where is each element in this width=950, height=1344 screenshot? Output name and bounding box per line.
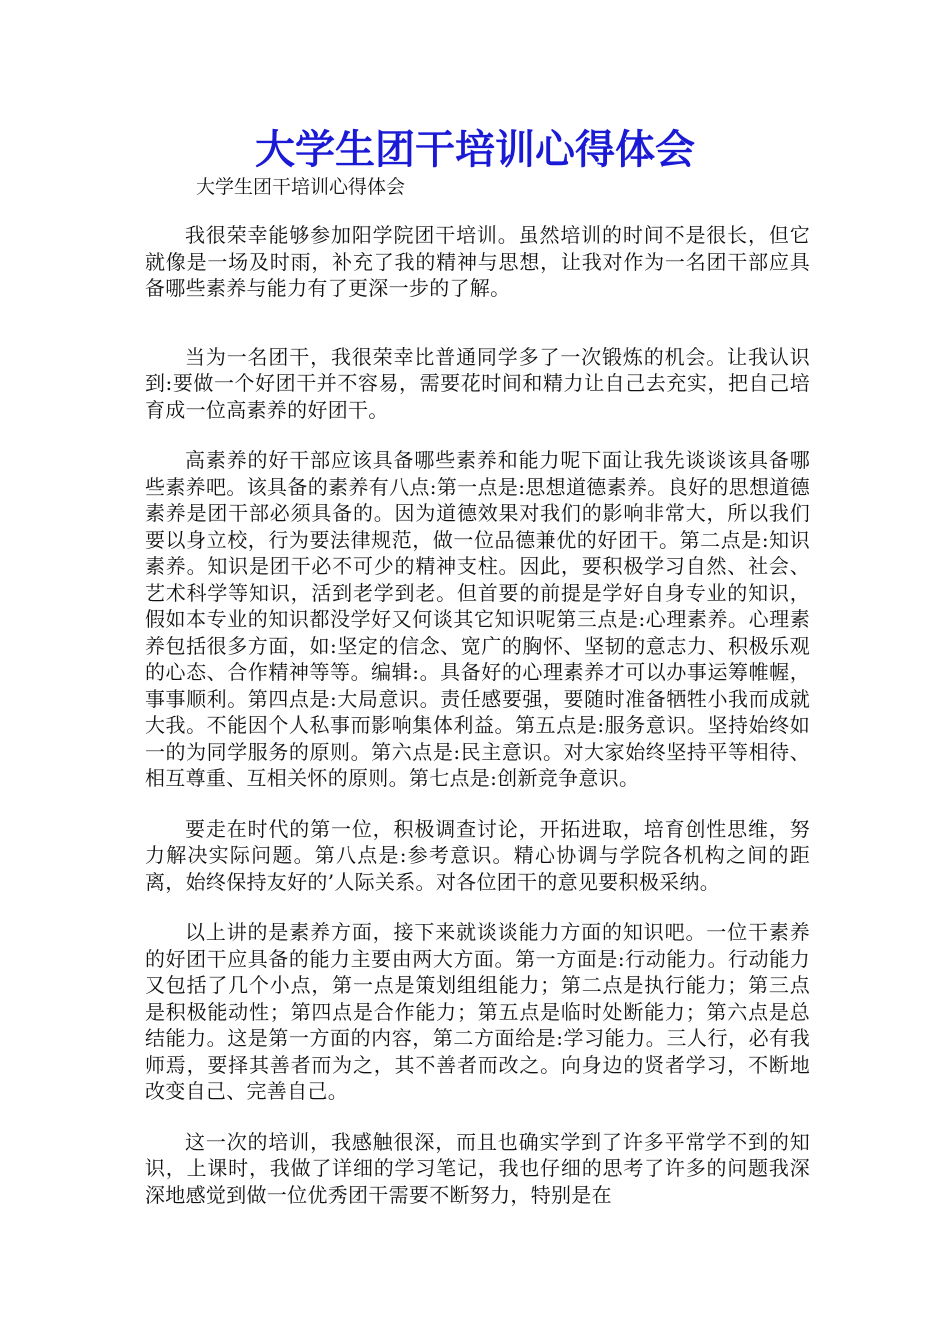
paragraph-4: 要走在时代的第一位，积极调查讨论，开拓进取，培育创性思维，努力解决实际问题。第八点是:参考意识。精心协调与学院各机构之间的距离，始终保持友好的’人际关系。对各位团干的意见要积极采纳。 — [145, 816, 810, 894]
page-title: 大学生团干培训心得体会 — [255, 127, 695, 173]
paragraph-1: 我很荣幸能够参加阳学院团干培训。虽然培训的时间不是很长，但它就像是一场及时雨，补充了我的精神与思想，让我对作为一名团干部应具备哪些素养与能力有了更深一步的了解。 — [145, 223, 810, 300]
document-body — [145, 222, 810, 1208]
paragraph-6: 这一次的培训，我感触很深，而且也确实学到了许多平常学不到的知识，上课时，我做了详细的学习笔记，我也仔细的思考了许多的问题我深深地感觉到做一位优秀团干需要不断努力，特别是在 — [145, 1129, 810, 1207]
page-subtitle: 大学生团干培训心得体会 — [196, 176, 406, 198]
paragraph-spacer — [145, 1105, 810, 1129]
paragraph-spacer — [145, 895, 810, 919]
paragraph-2: 当为一名团干，我很荣幸比普通同学多了一次锻炼的机会。让我认识到:要做一个好团干并不容易，需要花时间和精力让自己去充实，把自己培育成一位高素养的好团干。 — [145, 344, 810, 422]
paragraph-3: 高素养的好干部应该具备哪些素养和能力呢下面让我先谈谈该具备哪些素养吧。该具备的素养有八点:第一点是:思想道德素养。良好的思想道德素养是团干部必须具备的。因为道德效果对我们的影响非常大，所以我们要以身立校，行为要法律规范，做一位品德兼优的好团干。第二点是:知识素养。知识是团干必不可少的精神支柱。因此，要积极学习自然、社会、艺术科学等知识，活到老学到老。但首要的前提是学好自身专业的知识，假如本专业的知识都没学好又何谈其它知识呢第三点是:心理素养。心理素养包括很多方面，如:坚定的信念、宽广的胸怀、坚韧的意志力、积极乐观的心态、合作精神等等。编辑:。具备好的心理素养才可以办事运筹帷幄，事事顺利。第四点是:大局意识。责任感要强，要随时准备牺牲小我而成就大我。不能因个人私事而影响集体利益。第五点是:服务意识。坚持始终如一的为同学服务的原则。第六点是:民主意识。对大家始终坚持平等相待、相互尊重、互相关怀的原则。第七点是:创新竞争意识。 — [145, 448, 810, 790]
paragraph-spacer — [145, 302, 810, 344]
paragraph-spacer — [145, 792, 810, 816]
paragraph-spacer — [145, 423, 810, 447]
paragraph-5: 以上讲的是素养方面，接下来就谈谈能力方面的知识吧。一位干素养的好团干应具备的能力主要由两大方面。第一方面是:行动能力。行动能力又包括了几个小点，第一点是策划组组能力；第二点是执行能力；第三点是积极能动性；第四点是合作能力；第五点是临时处断能力；第六点是总结能力。这是第一方面的内容，第二方面给是:学习能力。三人行，必有我师焉，要择其善者而为之，其不善者而改之。向身边的贤者学习，不断地改变自己、完善自己。 — [145, 920, 810, 1103]
